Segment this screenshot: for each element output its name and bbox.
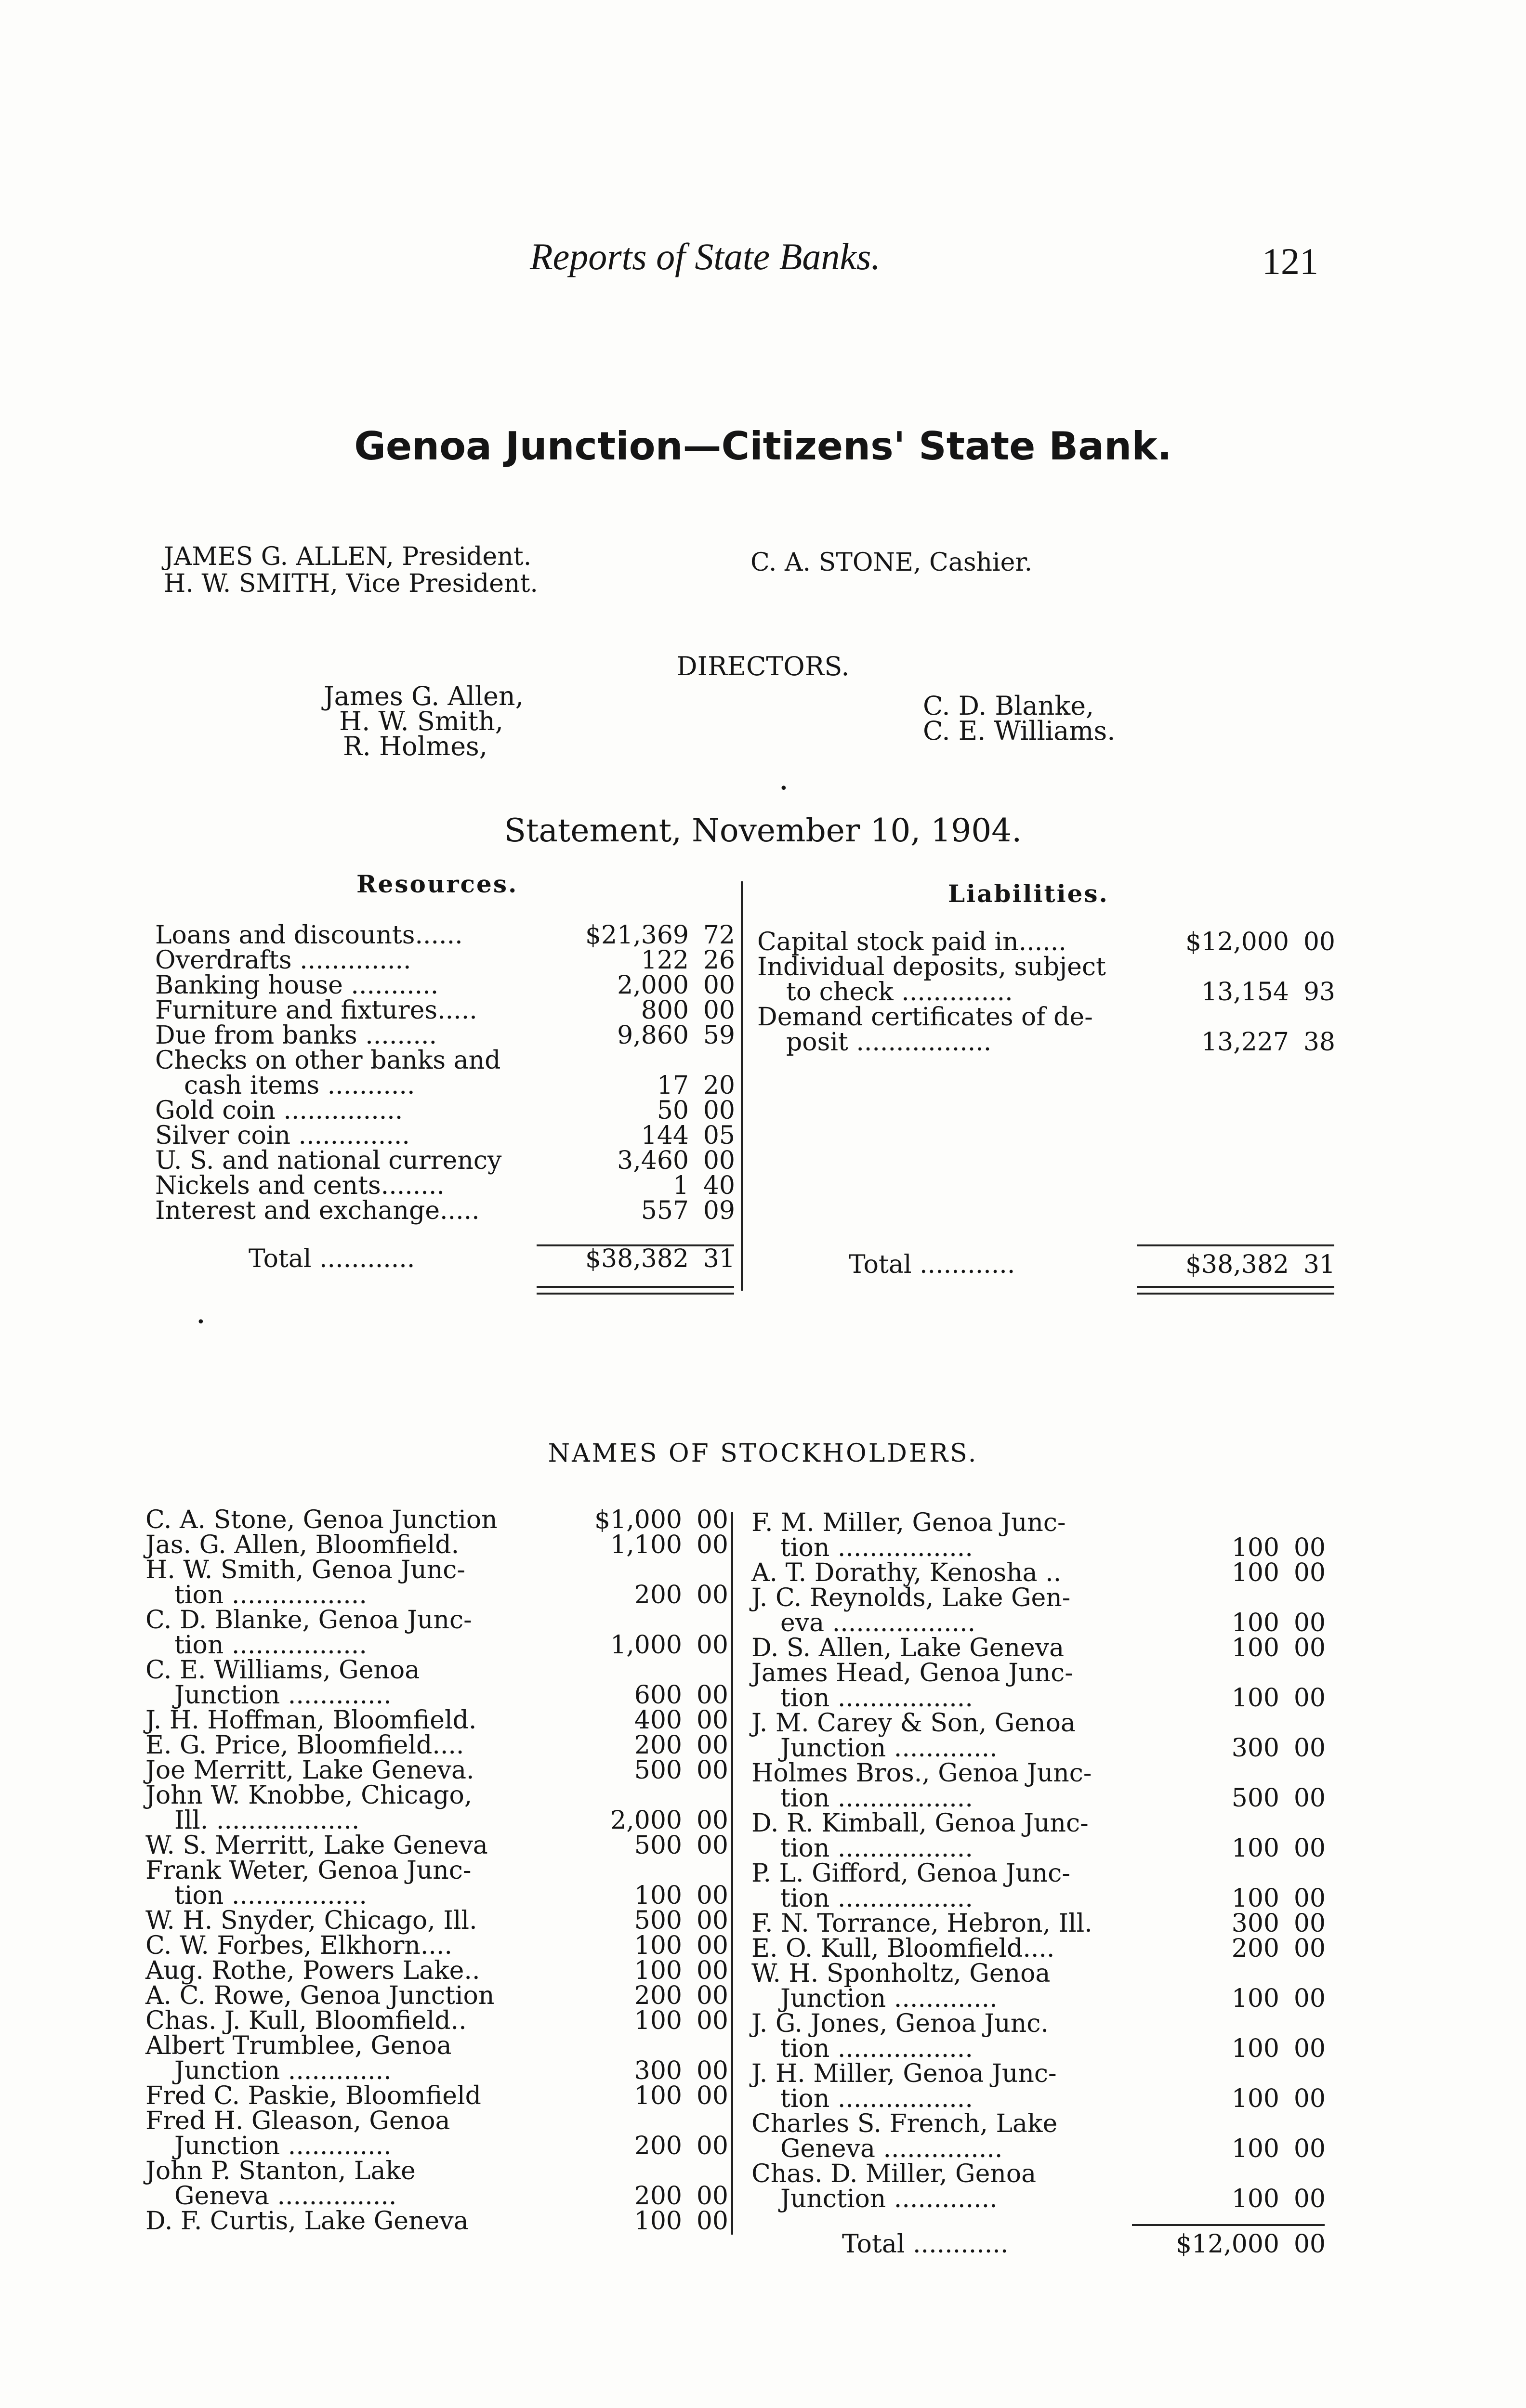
resources-sum-rule bbox=[537, 1244, 734, 1246]
stockholder-row-label: J. G. Jones, Genoa Junc. bbox=[751, 2009, 1049, 2038]
liabilities-total-row-cents: 31 bbox=[1303, 1250, 1335, 1279]
column-divider bbox=[731, 1512, 733, 2235]
stockholder-row bbox=[145, 1983, 728, 2008]
stockholder-row-cents: 00 bbox=[696, 1505, 728, 1534]
stockholder-row-label: tion ................. bbox=[780, 1533, 973, 1562]
printer-mark: • bbox=[779, 780, 788, 797]
stockholder-row-cents: 00 bbox=[1293, 2034, 1326, 2063]
stockholder-row bbox=[751, 1961, 1326, 1986]
stockholder-row-label: Ill. .................. bbox=[174, 1806, 360, 1835]
stockholders-total-row-cents: 00 bbox=[1293, 2230, 1326, 2259]
stockholder-row bbox=[751, 1911, 1326, 1936]
stockholder-row-label: Jas. G. Allen, Bloomfield. bbox=[145, 1531, 460, 1559]
director-name: C. D. Blanke, bbox=[923, 691, 1094, 721]
stockholder-row-cents: 00 bbox=[696, 1631, 728, 1660]
stockholder-row-label: J. H. Hoffman, Bloomfield. bbox=[145, 1706, 477, 1735]
stockholder-row bbox=[751, 1610, 1326, 1636]
stockholder-row bbox=[145, 1583, 728, 1608]
stockholder-row-cents: 00 bbox=[696, 1731, 728, 1760]
stockholder-row-cents: 00 bbox=[696, 1756, 728, 1785]
stockholder-row-label: A. C. Rowe, Genoa Junction bbox=[145, 1981, 495, 2010]
stockholder-row bbox=[145, 1958, 728, 1983]
liability-row bbox=[757, 955, 1335, 980]
stockholder-row-dollars: 500 bbox=[634, 1906, 682, 1935]
liability-row bbox=[757, 929, 1335, 955]
stockholder-row bbox=[751, 1661, 1326, 1686]
stockholder-row-cents: 00 bbox=[1293, 2185, 1326, 2213]
stockholder-row bbox=[751, 2086, 1326, 2111]
stockholder-row-label: C. E. Williams, Genoa bbox=[145, 1656, 420, 1685]
stockholder-row-dollars: 200 bbox=[634, 1581, 682, 1610]
stockholder-row-dollars: 300 bbox=[1231, 1909, 1279, 1938]
stockholder-row-cents: 00 bbox=[696, 2081, 728, 2110]
stockholder-row-dollars: 100 bbox=[1231, 1834, 1279, 1863]
stockholder-row-dollars: 100 bbox=[634, 2081, 682, 2110]
stockholder-row-label: Junction ............. bbox=[780, 1734, 998, 1763]
stockholder-row-label: C. A. Stone, Genoa Junction bbox=[145, 1505, 498, 1534]
stockholder-row-cents: 00 bbox=[696, 1581, 728, 1610]
stockholder-row-dollars: 100 bbox=[1231, 2084, 1279, 2113]
stockholder-row-cents: 00 bbox=[696, 1981, 728, 2010]
stockholder-row bbox=[751, 2061, 1326, 2086]
stockholder-row-label: tion ................. bbox=[780, 2084, 973, 2113]
stockholder-row bbox=[145, 2133, 728, 2159]
stockholder-row-label: tion ................. bbox=[174, 1581, 367, 1610]
resource-row-label: Interest and exchange..... bbox=[155, 1196, 480, 1225]
stockholder-row-dollars: 100 bbox=[634, 2207, 682, 2236]
stockholder-row-dollars: 200 bbox=[634, 1731, 682, 1760]
stockholder-row-cents: 00 bbox=[1293, 1684, 1326, 1713]
resource-row-label: Nickels and cents........ bbox=[155, 1171, 445, 1200]
stockholder-row bbox=[751, 2186, 1326, 2212]
stockholder-row-cents: 00 bbox=[696, 1706, 728, 1735]
resource-row-label: Loans and discounts...... bbox=[155, 921, 463, 950]
stockholder-row-cents: 00 bbox=[1293, 1834, 1326, 1863]
stockholder-row-label: P. L. Gifford, Genoa Junc- bbox=[751, 1859, 1070, 1888]
resource-row-dollars: 3,460 bbox=[617, 1146, 689, 1175]
liability-row bbox=[757, 1005, 1335, 1030]
stockholder-row-cents: 00 bbox=[696, 2182, 728, 2211]
resource-row-dollars: 144 bbox=[641, 1121, 689, 1150]
stockholder-row bbox=[751, 1711, 1326, 1736]
resource-row-cents: 09 bbox=[703, 1196, 735, 1225]
stockholder-row-dollars: 500 bbox=[634, 1831, 682, 1860]
stockholders-sum-rule bbox=[1132, 2224, 1325, 2226]
stockholder-row-label: W. S. Merritt, Lake Geneva bbox=[145, 1831, 488, 1860]
resource-row-label: Checks on other banks and bbox=[155, 1046, 501, 1075]
stockholder-row-label: tion ................. bbox=[780, 2034, 973, 2063]
stockholder-row bbox=[751, 1636, 1326, 1661]
stockholder-row-label: D. F. Curtis, Lake Geneva bbox=[145, 2207, 469, 2236]
liability-row-label: Demand certificates of de- bbox=[757, 1003, 1093, 1032]
resources-heading: Resources. bbox=[356, 870, 518, 898]
resource-row-dollars: 2,000 bbox=[617, 971, 689, 1000]
stockholder-row-dollars: 100 bbox=[1231, 1634, 1279, 1662]
resource-row-cents: 26 bbox=[703, 946, 735, 975]
directors-heading: DIRECTORS. bbox=[676, 651, 850, 681]
stockholder-row-dollars: 1,100 bbox=[610, 1531, 682, 1559]
stockholder-row-dollars: $1,000 bbox=[594, 1505, 682, 1534]
resource-row bbox=[155, 998, 735, 1023]
resource-row-cents: 20 bbox=[703, 1071, 735, 1100]
liabilities-total-row-dollars: $38,382 bbox=[1185, 1250, 1289, 1279]
stockholder-row bbox=[751, 1861, 1326, 1886]
stockholder-row bbox=[145, 1858, 728, 1883]
stockholder-row-label: Fred H. Gleason, Genoa bbox=[145, 2107, 450, 2135]
stockholder-row-dollars: 500 bbox=[1231, 1784, 1279, 1813]
stockholder-row-label: H. W. Smith, Genoa Junc- bbox=[145, 1556, 465, 1584]
liability-row bbox=[757, 1030, 1335, 1055]
stockholder-row-cents: 00 bbox=[696, 1681, 728, 1710]
resource-row-label: Banking house ........... bbox=[155, 971, 439, 1000]
liabilities-sum-rule bbox=[1137, 1244, 1334, 1246]
stockholder-row bbox=[751, 1736, 1326, 1761]
stockholder-row bbox=[145, 2083, 728, 2108]
stockholder-row-dollars: 2,000 bbox=[610, 1806, 682, 1835]
resource-row bbox=[155, 1023, 735, 1048]
stockholder-row-label: tion ................. bbox=[174, 1881, 367, 1910]
stockholder-row-label: tion ................. bbox=[780, 1684, 973, 1713]
stockholder-row-dollars: 400 bbox=[634, 1706, 682, 1735]
liability-row-cents: 00 bbox=[1303, 928, 1335, 956]
column-divider bbox=[741, 881, 743, 1291]
stockholder-row-label: John W. Knobbe, Chicago, bbox=[145, 1781, 473, 1810]
resource-row-cents: 05 bbox=[703, 1121, 735, 1150]
stockholder-row bbox=[751, 1986, 1326, 2011]
stockholder-row bbox=[751, 2161, 1326, 2186]
resource-row-label: cash items ........... bbox=[184, 1071, 415, 1100]
stockholders-heading: NAMES OF STOCKHOLDERS. bbox=[548, 1439, 978, 1468]
resource-row-label: Furniture and fixtures..... bbox=[155, 996, 477, 1025]
stockholder-row-label: F. M. Miller, Genoa Junc- bbox=[751, 1508, 1066, 1537]
stockholder-row bbox=[145, 1507, 728, 1532]
stockholder-row-dollars: 600 bbox=[634, 1681, 682, 1710]
stockholder-row-cents: 00 bbox=[696, 1931, 728, 1960]
director-name: H. W. Smith, bbox=[339, 706, 503, 736]
stockholders-total-row-dollars: $12,000 bbox=[1175, 2230, 1279, 2259]
stockholder-row-label: John P. Stanton, Lake bbox=[145, 2157, 416, 2186]
stockholder-row-cents: 00 bbox=[1293, 1558, 1326, 1587]
stockholder-row-label: Frank Weter, Genoa Junc- bbox=[145, 1856, 472, 1885]
stockholder-row-label: C. D. Blanke, Genoa Junc- bbox=[145, 1606, 472, 1635]
stockholder-row bbox=[145, 2108, 728, 2133]
stockholder-row-dollars: 200 bbox=[634, 2132, 682, 2160]
liability-row bbox=[757, 980, 1335, 1005]
resource-row bbox=[155, 1123, 735, 1148]
resources-total-row-label: Total ............ bbox=[249, 1244, 415, 1273]
stockholder-row bbox=[145, 1658, 728, 1683]
resource-row bbox=[155, 1048, 735, 1073]
stockholder-row-label: tion ................. bbox=[174, 1631, 367, 1660]
bank-title: Genoa Junction—Citizens' State Bank. bbox=[354, 424, 1172, 469]
stockholder-row bbox=[145, 1708, 728, 1733]
resource-row-cents: 72 bbox=[703, 921, 735, 950]
stockholder-row-label: Aug. Rothe, Powers Lake.. bbox=[145, 1956, 480, 1985]
stockholder-row bbox=[145, 2008, 728, 2033]
stockholder-row bbox=[145, 1557, 728, 1583]
stockholder-row bbox=[751, 1585, 1326, 1610]
stockholder-row-label: D. R. Kimball, Genoa Junc- bbox=[751, 1809, 1089, 1838]
stockholder-row bbox=[751, 1886, 1326, 1911]
stockholder-row-dollars: 100 bbox=[1231, 1558, 1279, 1587]
stockholder-row-label: W. H. Snyder, Chicago, Ill. bbox=[145, 1906, 477, 1935]
resource-row bbox=[155, 948, 735, 973]
stockholder-row-cents: 00 bbox=[1293, 1734, 1326, 1763]
stockholder-row-label: J. H. Miller, Genoa Junc- bbox=[751, 2059, 1057, 2088]
stockholder-row-label: Junction ............. bbox=[780, 2185, 998, 2213]
resource-row-cents: 00 bbox=[703, 971, 735, 1000]
director-name: James G. Allen, bbox=[324, 681, 524, 711]
stockholder-row-label: Junction ............. bbox=[174, 2132, 392, 2160]
resource-row-cents: 00 bbox=[703, 1146, 735, 1175]
stockholder-row-dollars: 100 bbox=[1231, 1984, 1279, 2013]
resource-row-dollars: 1 bbox=[672, 1171, 689, 1200]
stockholder-row-cents: 00 bbox=[696, 2132, 728, 2160]
stockholder-row bbox=[145, 2033, 728, 2058]
liability-row-dollars: 13,227 bbox=[1201, 1028, 1289, 1057]
stockholder-row bbox=[145, 1733, 728, 1758]
stockholder-row-dollars: 300 bbox=[1231, 1734, 1279, 1763]
liability-row-cents: 38 bbox=[1303, 1028, 1335, 1057]
stockholder-row bbox=[751, 2136, 1326, 2161]
liabilities-total-row-label: Total ............ bbox=[849, 1250, 1015, 1279]
stockholder-row bbox=[145, 2184, 728, 2209]
stockholder-row-dollars: 100 bbox=[634, 2006, 682, 2035]
liabilities-total-row bbox=[757, 1252, 1335, 1277]
officer-cashier: C. A. STONE, Cashier. bbox=[750, 548, 1033, 577]
stockholder-row bbox=[145, 1633, 728, 1658]
stockholder-row bbox=[751, 2011, 1326, 2036]
stockholder-row-dollars: 100 bbox=[634, 1881, 682, 1910]
stockholder-row bbox=[751, 1686, 1326, 1711]
stockholder-row-cents: 00 bbox=[696, 1956, 728, 1985]
liability-row-label: to check .............. bbox=[786, 978, 1013, 1007]
stockholder-row-cents: 00 bbox=[1293, 1909, 1326, 1938]
stockholder-row bbox=[145, 1933, 728, 1958]
stockholder-row-label: A. T. Dorathy, Kenosha .. bbox=[751, 1558, 1062, 1587]
stockholder-row-dollars: 200 bbox=[1231, 1934, 1279, 1963]
stockholder-row-label: tion ................. bbox=[780, 1784, 973, 1813]
resource-row bbox=[155, 1073, 735, 1098]
stockholder-row bbox=[145, 1883, 728, 1908]
statement-title: Statement, November 10, 1904. bbox=[504, 812, 1022, 849]
director-name: C. E. Williams. bbox=[923, 716, 1116, 746]
liabilities-heading: Liabilities. bbox=[948, 879, 1109, 908]
stockholder-row bbox=[751, 2111, 1326, 2136]
stockholder-row-cents: 00 bbox=[696, 1881, 728, 1910]
liability-row-dollars: 13,154 bbox=[1201, 978, 1289, 1007]
stockholder-row-dollars: 100 bbox=[634, 1956, 682, 1985]
resource-row-label: Due from banks ......... bbox=[155, 1021, 437, 1050]
stockholder-row-label: D. S. Allen, Lake Geneva bbox=[751, 1634, 1065, 1662]
resource-row-dollars: 122 bbox=[641, 946, 689, 975]
stockholder-row-cents: 00 bbox=[1293, 1934, 1326, 1963]
stockholder-row-cents: 00 bbox=[696, 2207, 728, 2236]
liability-row-label: Individual deposits, subject bbox=[757, 953, 1106, 982]
stockholder-row-cents: 00 bbox=[1293, 1533, 1326, 1562]
stockholder-row-cents: 00 bbox=[696, 1531, 728, 1559]
stockholder-row bbox=[751, 1761, 1326, 1786]
officer-vice-president: H. W. SMITH, Vice President. bbox=[164, 569, 538, 598]
stockholder-row-cents: 00 bbox=[1293, 1984, 1326, 2013]
stockholder-row bbox=[751, 1510, 1326, 1535]
stockholder-row-cents: 00 bbox=[696, 2006, 728, 2035]
resource-row bbox=[155, 973, 735, 998]
resource-row-label: U. S. and national currency bbox=[155, 1146, 502, 1175]
stockholder-row-cents: 00 bbox=[1293, 2084, 1326, 2113]
stockholder-row bbox=[751, 2036, 1326, 2061]
resource-row-cents: 00 bbox=[703, 1096, 735, 1125]
stockholder-row bbox=[751, 1535, 1326, 1560]
stockholder-row bbox=[145, 1683, 728, 1708]
resource-row-cents: 59 bbox=[703, 1021, 735, 1050]
stockholder-row-dollars: 100 bbox=[1231, 2185, 1279, 2213]
stockholder-row-label: Fred C. Paskie, Bloomfield bbox=[145, 2081, 481, 2110]
stockholder-row-label: W. H. Sponholtz, Genoa bbox=[751, 1959, 1051, 1988]
stockholder-row-label: Chas. J. Kull, Bloomfield.. bbox=[145, 2006, 467, 2035]
resource-row bbox=[155, 923, 735, 948]
liability-row-cents: 93 bbox=[1303, 978, 1335, 1007]
stockholder-row-label: C. W. Forbes, Elkhorn.... bbox=[145, 1931, 452, 1960]
liability-row-dollars: $12,000 bbox=[1185, 928, 1289, 956]
stockholder-row bbox=[145, 1608, 728, 1633]
resource-row bbox=[155, 1148, 735, 1173]
stockholder-row bbox=[145, 2159, 728, 2184]
resource-row-cents: 40 bbox=[703, 1171, 735, 1200]
stockholder-row-label: Junction ............. bbox=[174, 2056, 392, 2085]
stockholder-row-cents: 00 bbox=[696, 1806, 728, 1835]
resource-row bbox=[155, 1173, 735, 1198]
resource-row bbox=[155, 1198, 735, 1223]
resource-row-label: Overdrafts .............. bbox=[155, 946, 411, 975]
liability-row-label: Capital stock paid in...... bbox=[757, 928, 1066, 956]
running-title: Reports of State Banks. bbox=[530, 236, 881, 277]
resource-row-label: Silver coin .............. bbox=[155, 1121, 410, 1150]
resource-row-dollars: 557 bbox=[641, 1196, 689, 1225]
stockholder-row-cents: 00 bbox=[696, 1831, 728, 1860]
stockholder-row bbox=[145, 1808, 728, 1833]
printer-mark: • bbox=[197, 1314, 205, 1331]
resource-row-dollars: 50 bbox=[657, 1096, 689, 1125]
stockholder-row-label: eva .................. bbox=[780, 1609, 976, 1637]
resources-total-row-dollars: $38,382 bbox=[585, 1244, 689, 1273]
stockholder-row-dollars: 200 bbox=[634, 2182, 682, 2211]
stockholder-row-label: Geneva ............... bbox=[780, 2134, 1003, 2163]
stockholder-row-label: F. N. Torrance, Hebron, Ill. bbox=[751, 1909, 1092, 1938]
stockholder-row-cents: 00 bbox=[1293, 2134, 1326, 2163]
resource-row-dollars: $21,369 bbox=[585, 921, 689, 950]
stockholder-row-label: Junction ............. bbox=[174, 1681, 392, 1710]
stockholder-row-label: Joe Merritt, Lake Geneva. bbox=[145, 1756, 474, 1785]
stockholder-row bbox=[751, 1836, 1326, 1861]
stockholder-row bbox=[751, 1560, 1326, 1585]
stockholder-row-cents: 00 bbox=[1293, 1784, 1326, 1813]
stockholder-row-label: Geneva ............... bbox=[174, 2182, 397, 2211]
stockholder-row-dollars: 100 bbox=[1231, 1884, 1279, 1913]
resource-row-dollars: 800 bbox=[641, 996, 689, 1025]
stockholder-row bbox=[145, 1758, 728, 1783]
resource-row-cents: 00 bbox=[703, 996, 735, 1025]
stockholder-row-dollars: 100 bbox=[1231, 2134, 1279, 2163]
director-name: R. Holmes, bbox=[343, 731, 487, 761]
stockholder-row-label: J. M. Carey & Son, Genoa bbox=[751, 1709, 1076, 1738]
stockholder-row-cents: 00 bbox=[696, 1906, 728, 1935]
stockholder-row bbox=[145, 2058, 728, 2083]
stockholder-row-label: Albert Trumblee, Genoa bbox=[145, 2031, 452, 2060]
resource-row-label: Gold coin ............... bbox=[155, 1096, 403, 1125]
stockholder-row-dollars: 200 bbox=[634, 1981, 682, 2010]
stockholder-row-label: Charles S. French, Lake bbox=[751, 2109, 1058, 2138]
stockholder-row bbox=[145, 1783, 728, 1808]
stockholder-row bbox=[145, 1532, 728, 1557]
stockholder-row-cents: 00 bbox=[1293, 1609, 1326, 1637]
resource-row bbox=[155, 1098, 735, 1123]
stockholder-row bbox=[145, 1833, 728, 1858]
stockholder-row-cents: 00 bbox=[1293, 1884, 1326, 1913]
stockholder-row-label: Holmes Bros., Genoa Junc- bbox=[751, 1759, 1092, 1788]
stockholder-row bbox=[751, 1811, 1326, 1836]
resources-total-row bbox=[155, 1246, 735, 1271]
stockholder-row-cents: 00 bbox=[696, 2056, 728, 2085]
resource-row-dollars: 9,860 bbox=[617, 1021, 689, 1050]
stockholder-row-label: J. C. Reynolds, Lake Gen- bbox=[751, 1584, 1071, 1612]
stockholder-row-cents: 00 bbox=[1293, 1634, 1326, 1662]
stockholder-row-label: Chas. D. Miller, Genoa bbox=[751, 2159, 1037, 2188]
stockholder-row-dollars: 100 bbox=[1231, 1609, 1279, 1637]
stockholder-row-dollars: 100 bbox=[1231, 1533, 1279, 1562]
liability-row-label: posit ................. bbox=[786, 1028, 992, 1057]
stockholder-row-label: James Head, Genoa Junc- bbox=[751, 1659, 1073, 1688]
resources-total-double-rule bbox=[537, 1286, 734, 1295]
stockholder-row bbox=[751, 1786, 1326, 1811]
stockholder-row-label: E. G. Price, Bloomfield.... bbox=[145, 1731, 464, 1760]
stockholder-row-dollars: 300 bbox=[634, 2056, 682, 2085]
stockholder-row-dollars: 1,000 bbox=[610, 1631, 682, 1660]
stockholder-row bbox=[751, 1936, 1326, 1961]
page-number: 121 bbox=[1262, 240, 1318, 282]
stockholder-row-dollars: 100 bbox=[1231, 2034, 1279, 2063]
stockholder-row-dollars: 500 bbox=[634, 1756, 682, 1785]
stockholders-total-row bbox=[751, 2232, 1326, 2257]
stockholder-row bbox=[145, 2209, 728, 2234]
officer-president: JAMES G. ALLEN, President. bbox=[164, 542, 532, 571]
stockholder-row-label: Junction ............. bbox=[780, 1984, 998, 2013]
resources-total-row-cents: 31 bbox=[703, 1244, 735, 1273]
stockholder-row-dollars: 100 bbox=[634, 1931, 682, 1960]
stockholder-row-label: E. O. Kull, Bloomfield.... bbox=[751, 1934, 1055, 1963]
liabilities-total-double-rule bbox=[1137, 1286, 1334, 1295]
stockholders-total-row-label: Total ............ bbox=[842, 2230, 1009, 2259]
stockholder-row-label: tion ................. bbox=[780, 1834, 973, 1863]
stockholder-row-label: tion ................. bbox=[780, 1884, 973, 1913]
stockholder-row bbox=[145, 1908, 728, 1933]
stockholder-row-dollars: 100 bbox=[1231, 1684, 1279, 1713]
resource-row-dollars: 17 bbox=[657, 1071, 689, 1100]
